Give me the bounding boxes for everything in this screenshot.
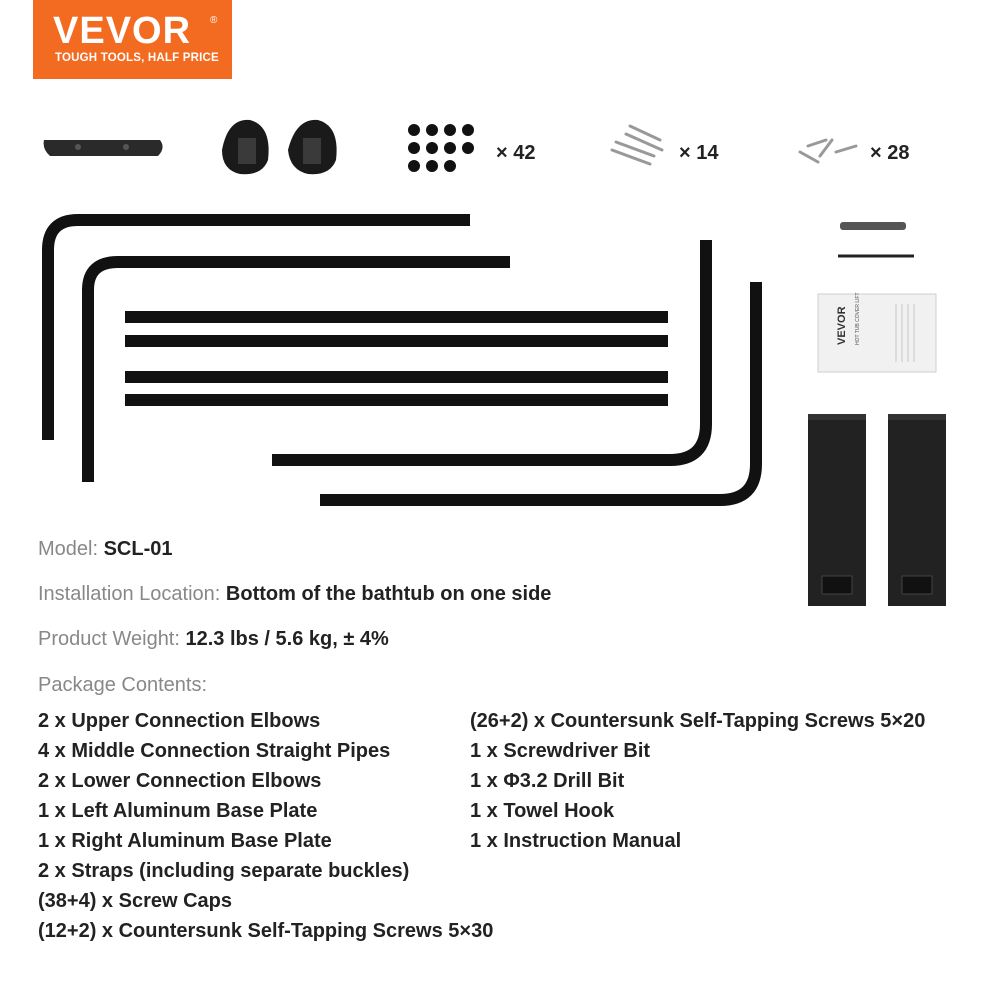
list-item: 2 x Lower Connection Elbows: [38, 770, 322, 792]
package-list-left: [38, 706, 493, 946]
towel-hook-image: [44, 140, 163, 156]
list-item: 1 x Right Aluminum Base Plate: [38, 830, 332, 852]
brand-tagline: TOUGH TOOLS, HALF PRICE: [55, 52, 219, 64]
upper-elbow-pipes: [48, 220, 510, 482]
manual-brand: VEVOR: [836, 306, 848, 345]
short-screws-count: × 28: [870, 142, 910, 164]
location-value: Bottom of the bathtub on one side: [225, 583, 552, 605]
list-item: 1 x Screwdriver Bit: [470, 740, 651, 762]
list-item: 4 x Middle Connection Straight Pipes: [38, 740, 391, 762]
list-item: 2 x Upper Connection Elbows: [38, 710, 321, 732]
long-screws-image: [612, 126, 662, 164]
screw-caps-image: [408, 124, 474, 172]
registered-mark: ®: [210, 15, 218, 26]
weight-label: Product Weight:: [38, 628, 180, 650]
list-item: (12+2) x Countersunk Self-Tapping Screws 5×30: [38, 920, 494, 942]
list-item: 1 x Towel Hook: [470, 800, 615, 822]
spec-product-weight: [38, 628, 389, 651]
short-screws-image: [800, 140, 856, 162]
strap-buckle-image: [222, 120, 337, 174]
package-contents-title: Package Contents:: [38, 674, 207, 696]
instruction-manual-image: [818, 292, 936, 372]
right-base-plate-image: [888, 414, 946, 606]
brand-name: VEVOR: [53, 10, 192, 52]
package-list-right: [470, 706, 925, 856]
list-item: 1 x Instruction Manual: [470, 830, 682, 852]
list-item: 1 x Φ3.2 Drill Bit: [470, 770, 625, 792]
left-base-plate-image: [808, 414, 866, 606]
middle-straight-pipes: [125, 317, 668, 400]
list-item: 1 x Left Aluminum Base Plate: [38, 800, 318, 822]
weight-value: 12.3 lbs / 5.6 kg, ± 4%: [185, 628, 389, 650]
long-screws-count: × 14: [679, 142, 719, 164]
lower-elbow-pipes: [272, 240, 756, 500]
manual-title: HOT TUB COVER LIFT: [855, 292, 861, 345]
list-item: 2 x Straps (including separate buckles): [38, 860, 410, 882]
list-item: (26+2) x Countersunk Self-Tapping Screws 5×20: [470, 710, 926, 732]
spec-model: [38, 538, 173, 561]
model-label: Model:: [38, 538, 99, 560]
model-value: SCL-01: [103, 538, 173, 560]
screwdriver-bit-image: [840, 222, 906, 230]
spec-installation-location: [38, 583, 551, 606]
screw-caps-count: × 42: [496, 142, 536, 164]
location-label: Installation Location:: [38, 583, 221, 605]
list-item: (38+4) x Screw Caps: [38, 890, 232, 912]
